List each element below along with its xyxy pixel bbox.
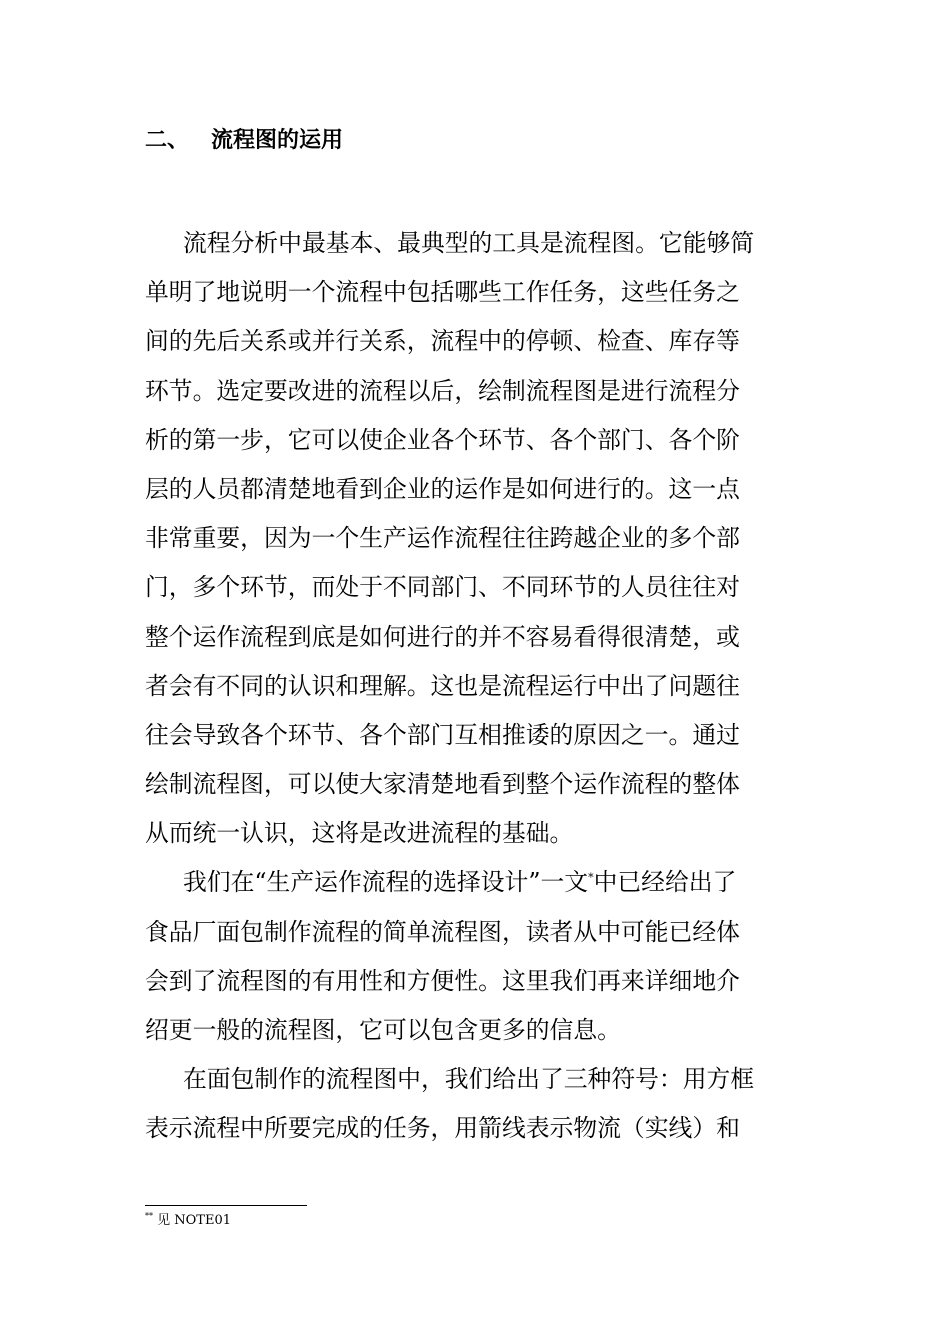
paragraph-2-text-before-mark: 我们在“生产运作流程的选择设计”一文 (183, 868, 589, 897)
section-number: 二、 (145, 128, 190, 153)
paragraph-1-line-12: 绘制流程图，可以使大家清楚地看到整个运作流程的整体 (145, 770, 740, 799)
paragraph-1-line-6: 层的人员都清楚地看到企业的运作是如何进行的。这一点 (145, 474, 740, 503)
paragraph-1-line-3: 间的先后关系或并行关系，流程中的停顿、检查、库存等 (145, 327, 740, 356)
footnote (145, 1212, 231, 1230)
paragraph-2-line-2: 食品厂面包制作流程的简单流程图，读者从中可能已经体 (145, 917, 740, 946)
paragraph-1-line-13: 从而统一认识，这将是改进流程的基础。 (145, 819, 574, 848)
paragraph-1-line-4: 环节。选定要改进的流程以后，绘制流程图是进行流程分 (145, 376, 740, 405)
section-title: 流程图的运用 (211, 128, 344, 153)
body-text (145, 219, 807, 1154)
paragraph-3-line-1: 在面包制作的流程图中，我们给出了三种符号：用方框 (183, 1065, 755, 1094)
paragraph-3-line-2: 表示流程中所要完成的任务，用箭线表示物流（实线）和 (145, 1114, 740, 1143)
paragraph-1-line-9: 整个运作流程到底是如何进行的并不容易看得很清楚，或 (145, 622, 740, 651)
footnote-mark: ** (145, 1211, 153, 1221)
paragraph-1-line-5: 析的第一步，它可以使企业各个环节、各个部门、各个阶 (145, 425, 740, 454)
footnote-separator (145, 1205, 307, 1206)
paragraph-2-line-3: 会到了流程图的有用性和方便性。这里我们再来详细地介 (145, 966, 740, 995)
paragraph-1-line-8: 门，多个环节，而处于不同部门、不同环节的人员往往对 (145, 573, 740, 602)
footnote-reference-mark[interactable]: * (588, 871, 594, 885)
paragraph-1-line-1: 流程分析中最基本、最典型的工具是流程图。它能够简 (183, 229, 755, 257)
paragraph-2-line-4: 绍更一般的流程图，它可以包含更多的信息。 (145, 1016, 621, 1044)
paragraph-1-line-2: 单明了地说明一个流程中包括哪些工作任务，这些任务之 (145, 278, 740, 307)
footnote-text: 见 NOTE01 (153, 1213, 232, 1228)
paragraph-2-text-after-mark: 中已经给出了 (593, 868, 737, 897)
section-heading (145, 124, 343, 158)
paragraph-1-line-11: 往会导致各个环节、各个部门互相推诿的原因之一。通过 (145, 720, 740, 749)
paragraph-1-line-7: 非常重要，因为一个生产运作流程往往跨越企业的多个部 (145, 524, 740, 553)
paragraph-1-line-10: 者会有不同的认识和理解。这也是流程运行中出了问题往 (145, 671, 740, 700)
paragraph-2-line-1 (145, 858, 807, 907)
